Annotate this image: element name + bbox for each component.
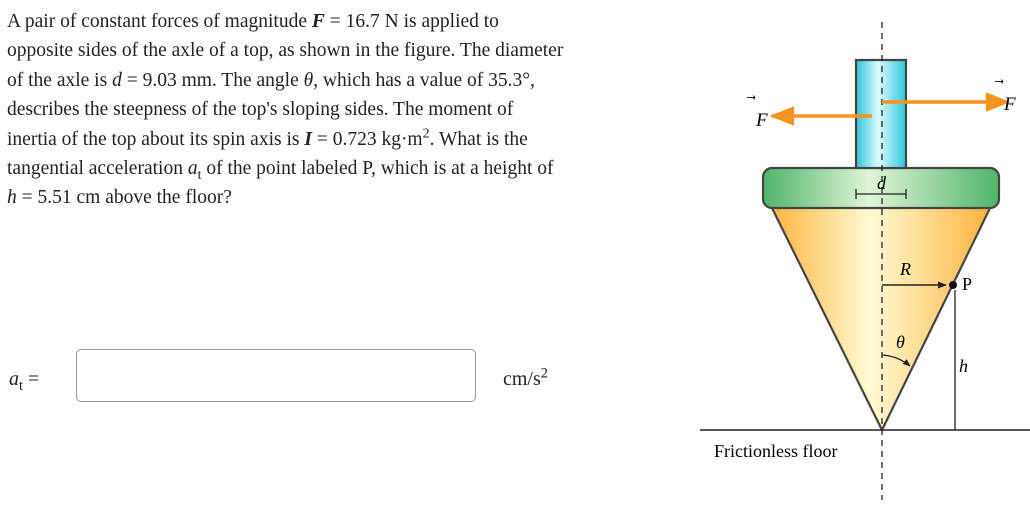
problem-text-segment: is applied to opposite sides of the axle of a top, as shown in the figure. The diameter of the axle is [7, 11, 564, 91]
top-figure [700, 0, 1030, 515]
height-label: h [959, 356, 968, 376]
unit-text: cm/s [503, 368, 541, 390]
problem-text-segment: above the floor? [100, 187, 232, 209]
problem-text-segment: A pair of constant forces of magnitude [7, 11, 312, 32]
symbol-theta: θ [303, 69, 314, 91]
point-P [949, 281, 957, 289]
inertia-exponent: 2 [422, 125, 430, 142]
top-axle [856, 60, 906, 168]
vector-accent-right [995, 79, 1004, 84]
answer-symbol: a [9, 368, 19, 390]
unit-exponent: 2 [540, 365, 548, 382]
problem-text-segment: . The angle [211, 69, 304, 91]
equals-sign: = [16, 187, 38, 209]
floor-label: Frictionless floor [714, 441, 838, 461]
force-value: 16.7 N [345, 11, 399, 32]
vector-accent-left [747, 95, 756, 100]
problem-text-segment: , which has a value of [313, 69, 489, 91]
symbol-I: I [304, 128, 312, 150]
radius-label: R [900, 259, 911, 279]
diameter-value: 9.03 mm [142, 69, 212, 91]
angle-value: 35.3° [488, 69, 531, 91]
answer-unit [503, 365, 548, 391]
height-value: 5.51 cm [37, 187, 101, 209]
force-label-right: F [1004, 94, 1016, 115]
equals-sign: = [121, 69, 143, 91]
symbol-a-subscript: t [197, 166, 202, 183]
problem-text [7, 7, 567, 213]
symbol-h: h [7, 187, 17, 209]
answer-label [9, 368, 40, 394]
point-P-label: P [962, 274, 973, 294]
force-label-left: F [756, 110, 768, 131]
top-cone [770, 204, 992, 430]
equals-sign: = [324, 11, 346, 32]
equals-sign: = [311, 128, 333, 150]
problem-text-segment: of the point labeled P, which is at a height of [201, 158, 554, 180]
diameter-label: d [877, 173, 886, 193]
symbol-d: d [112, 69, 122, 91]
symbol-a: a [187, 158, 198, 180]
answer-equals: = [23, 368, 40, 390]
answer-subscript: t [19, 378, 23, 394]
problem-text-segment: , describes the steepness of the top's sloping sides. The moment of inertia of the top about its spin axis is [7, 69, 535, 150]
problem-text-segment: . What is the tangential acceleration [7, 128, 528, 180]
symbol-F: F [311, 11, 325, 32]
inertia-value: 0.723 kg·m [332, 128, 423, 150]
theta-label: θ [896, 332, 905, 352]
answer-input[interactable] [76, 349, 476, 402]
